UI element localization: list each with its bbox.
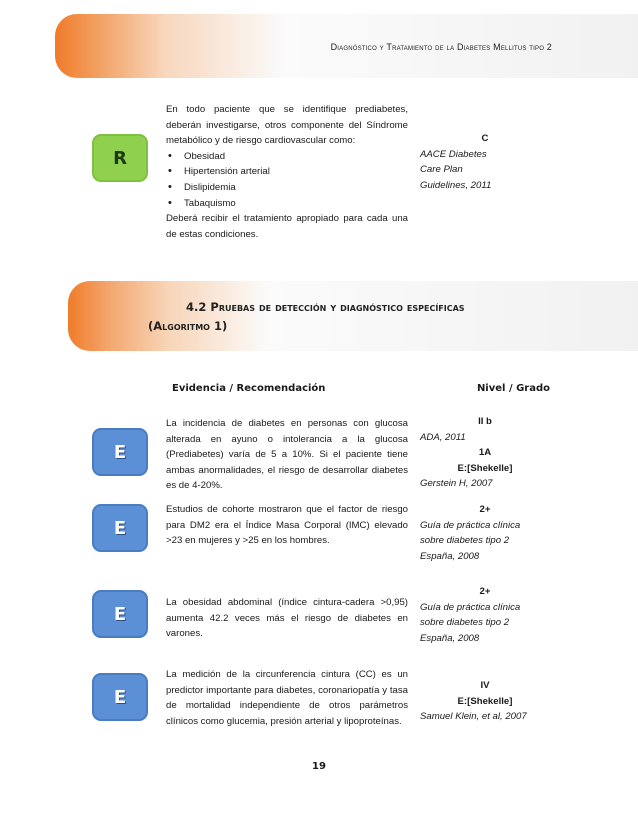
page-number: 19 xyxy=(312,761,326,772)
evidence-grade xyxy=(420,414,550,492)
evidence-text: La obesidad abdominal (índice cintura-cadera >0,95) aumenta 42.2 veces más el riesgo de diabetes en varones. xyxy=(166,597,408,640)
evidence-badge: E xyxy=(92,428,148,476)
recommendation-text xyxy=(166,102,408,242)
risk-factor-list xyxy=(166,149,408,211)
grade-scale: E:[Shekelle] xyxy=(457,462,513,474)
section-title xyxy=(148,298,518,336)
grade-source: Samuel Klein, et al, 2007 xyxy=(420,711,527,723)
evidence-text: Estudios de cohorte mostraron que el factor de riesgo para DM2 era el Índice Masa Corporal (IMC) elevado >23 en mujeres y >25 en los hombres. xyxy=(166,504,408,547)
evidence-badge: E xyxy=(92,590,148,638)
grade-level: 1A xyxy=(478,447,492,459)
recommendation-outro: Deberá recibir el tratamiento apropiado para cada una de estas condiciones. xyxy=(166,213,408,240)
list-item: • Obesidad xyxy=(166,149,408,165)
section-number: 4.2 xyxy=(186,300,207,314)
column-header-level: Nivel / Grado xyxy=(476,383,550,394)
evidence-grade xyxy=(420,584,550,646)
grade-level: C xyxy=(481,133,489,144)
list-item: • Hipertensión arterial xyxy=(166,164,408,180)
list-item: • Dislipidemia xyxy=(166,180,408,196)
grade-source: Guía de práctica clínica sobre diabetes tipo 2 España, 2008 xyxy=(420,601,521,644)
grade-source: Gerstein H, 2007 xyxy=(420,478,493,490)
recommendation-intro: En todo paciente que se identifique prediabetes, deberán investigarse, otros componente del Síndrome metabólico y de riesgo cardiovascular como: xyxy=(166,104,408,147)
evidence-text: La incidencia de diabetes en personas con glucosa alterada en ayuno o intolerancia a la glucosa (Prediabetes) varía de 5 a 10%. Si el paciente tiene ambas anormalidades, el riesgo de desarrollar diabetes es de 4-20%. xyxy=(166,418,408,492)
column-header-evidence: Evidencia / Recomendación xyxy=(172,383,326,394)
evidence-badge: E xyxy=(92,504,148,552)
header-title: Diagnóstico y Tratamiento de la Diabetes Mellitus tipo 2 xyxy=(330,42,552,52)
grade-level: 2+ xyxy=(479,504,491,515)
grade-level: II b xyxy=(478,416,492,427)
grade-level: IV xyxy=(480,680,490,691)
evidence-grade xyxy=(420,502,550,564)
section-title-line2: (Algoritmo 1) xyxy=(148,319,228,333)
list-item: • Tabaquismo xyxy=(166,196,408,212)
evidence-badge: E xyxy=(92,673,148,721)
grade-source: ADA, 2011 xyxy=(420,431,466,443)
recommendation-badge: R xyxy=(92,134,148,182)
grade-level: 2+ xyxy=(479,586,491,597)
grade-source: Guía de práctica clínica sobre diabetes tipo 2 España, 2008 xyxy=(420,519,521,562)
evidence-grade xyxy=(420,678,550,725)
grade-source: AACE Diabetes Care Plan Guidelines, 2011 xyxy=(420,148,492,191)
grade-scale: E:[Shekelle] xyxy=(457,695,513,707)
evidence-text: La medición de la circunferencia cintura (CC) es un predictor importante para diabetes, coronariopatía y tasa de mortalidad independiente de otros parámetros clínicos como glucemia, presión arterial y lipoproteínas. xyxy=(166,669,408,727)
section-title-line1: Pruebas de detección y diagnóstico específicas xyxy=(210,300,465,314)
recommendation-grade xyxy=(420,131,550,193)
